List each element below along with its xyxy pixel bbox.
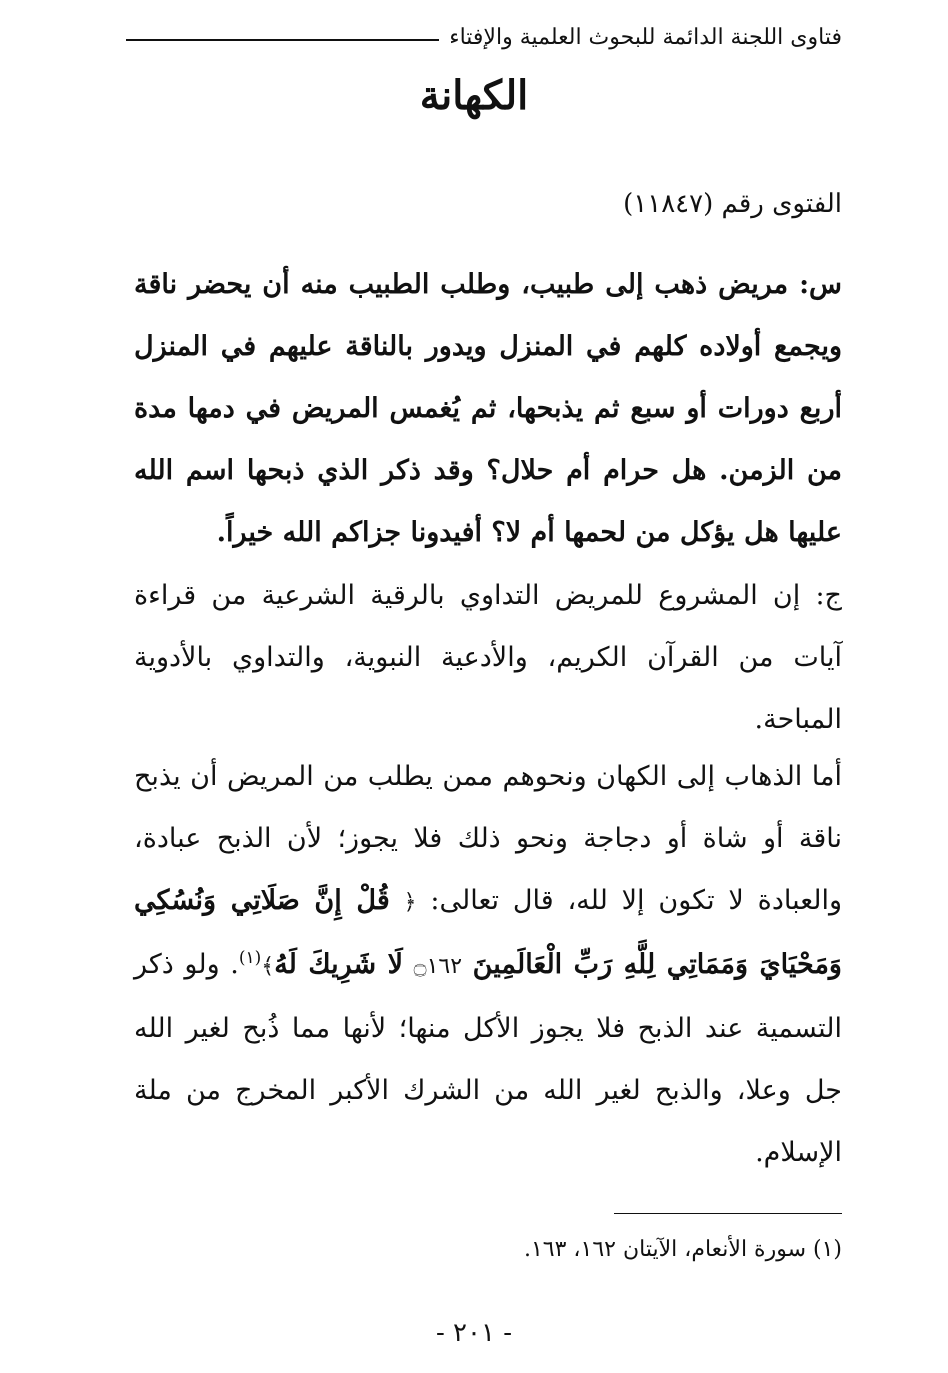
page-number: - ٢٠١ - (435, 1318, 513, 1348)
header-rule (126, 39, 439, 41)
footnote-separator (614, 1213, 842, 1214)
quran-verse-part-2: لَا شَرِيكَ لَهُ (274, 949, 404, 980)
answer-paragraph-2 (134, 746, 842, 1184)
answer-paragraph-2-intro: أما الذهاب إلى الكهان ونحوهم ممن يطلب من المريض أن يذبح ناقة أو شاة أو دجاجة ونحو ذلك فلا يجوز؛ لأن الذبح عبادة، والعبادة لا تكون إلا لله، قال تعالى: (134, 761, 843, 916)
answer-paragraph-1: ج: إن المشروع للمريض التداوي بالرقية الشرعية من قراءة آيات من القرآن الكريم، والأدعية النبوية، والتداوي بالأدوية المباحة. (134, 580, 842, 735)
footnote: (١) سورة الأنعام، الآيتان ١٦٢، ١٦٣. (523, 1237, 842, 1262)
running-header (126, 18, 842, 58)
footnote-reference: (١) (238, 948, 262, 968)
quran-open-bracket: ﴿ (403, 890, 417, 915)
quran-verse-part-1: قُلْ إِنَّ صَلَاتِي وَنُسُكِي وَمَحْيَايَ وَمَمَاتِي لِلَّهِ رَبِّ الْعَالَمِينَ (134, 885, 842, 980)
quran-close-bracket: ﴾ (261, 954, 275, 979)
question-paragraph: س: مريض ذهب إلى طبيب، وطلب الطبيب منه أن يحضر ناقة ويجمع أولاده كلهم في المنزل ويدور بالناقة عليهم في المنزل أربع دورات أو سبع ثم يذبحها، ثم يُغمس المريض في دمها مدة من الزمن. هل حرام أم حلال؟ وقد ذكر الذي ذبحها اسم الله عليها هل يؤكل من لحمها أم لا؟ أفيدونا جزاكم الله خيراً. (134, 269, 842, 548)
verse-number-marker: ۝١٦٢ (413, 954, 463, 979)
running-title: فتاوى اللجنة الدائمة للبحوث العلمية والإفتاء (449, 25, 842, 50)
answer-paragraph-2-rest: . ولو ذكر التسمية عند الذبح فلا يجوز الأكل منها؛ لأنها مما ذُبح لغير الله جل وعلا، والذبح لغير الله من الشرك الأكبر المخرج من ملة الإسلام. (134, 949, 842, 1168)
chapter-title: الكهانة (419, 72, 529, 119)
fatwa-number: الفتوى رقم (١١٨٤٧) (623, 189, 842, 219)
